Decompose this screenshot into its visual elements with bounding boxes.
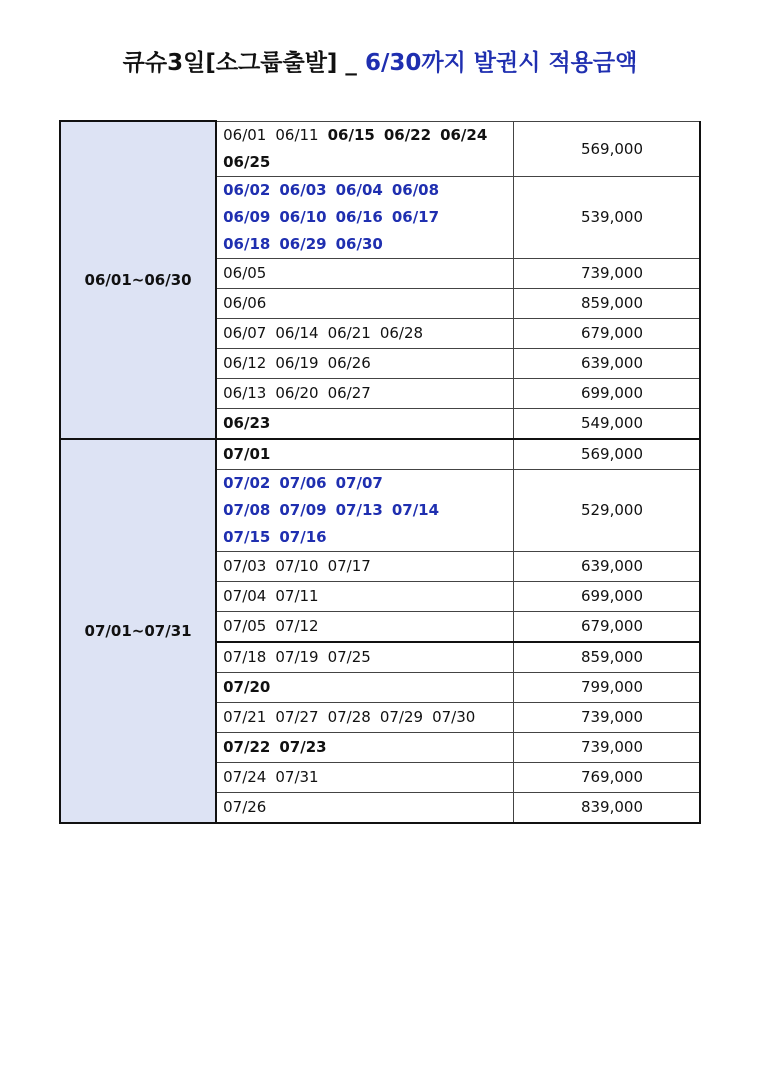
dates-cell [216,408,514,439]
departure-date: 07/30 [432,707,476,726]
departure-date: 07/12 [275,616,319,635]
dates-cell [216,378,514,408]
departure-date: 07/29 [379,707,424,726]
page-title [0,44,760,77]
date-line [223,149,507,176]
departure-date: 06/02 [223,180,271,199]
dates-cell [216,348,514,378]
departure-date: 06/10 [279,207,327,226]
date-line [223,122,507,149]
departure-date: 07/21 [223,707,267,726]
dates-cell [216,288,514,318]
date-line [223,441,507,468]
price-cell: 539,000 [514,176,700,258]
date-line [223,613,507,640]
departure-date: 06/11 [275,125,319,144]
price-cell: 699,000 [514,581,700,611]
departure-date: 07/28 [327,707,371,726]
price-cell: 679,000 [514,611,700,642]
departure-date: 06/24 [440,125,488,144]
departure-date: 07/27 [275,707,319,726]
price-cell: 679,000 [514,318,700,348]
departure-date: 07/01 [223,444,271,463]
departure-date: 07/07 [335,473,383,492]
departure-date: 06/08 [391,180,440,199]
departure-date: 07/18 [223,647,267,666]
dates-cell [216,318,514,348]
departure-date: 07/14 [391,500,440,519]
departure-date: 07/19 [275,647,319,666]
departure-date: 06/01 [223,125,267,144]
departure-date: 07/05 [223,616,267,635]
departure-date: 06/20 [275,383,319,402]
departure-date: 07/02 [223,473,271,492]
departure-date: 06/23 [223,413,271,432]
departure-date: 06/28 [379,323,424,342]
departure-date: 06/21 [327,323,371,342]
dates-cell [216,258,514,288]
departure-date: 07/10 [275,556,319,575]
price-cell: 799,000 [514,672,700,702]
price-cell: 859,000 [514,642,700,673]
dates-cell [216,792,514,823]
departure-date: 07/25 [327,647,371,666]
title-highlight: 6/30까지 발권시 적용금액 [364,50,638,76]
price-cell: 529,000 [514,469,700,551]
date-line [223,231,507,258]
departure-date: 06/26 [327,353,371,372]
date-line [223,583,507,610]
departure-date: 07/20 [223,677,271,696]
departure-date: 07/31 [275,767,319,786]
departure-date: 07/08 [223,500,271,519]
departure-date: 06/18 [223,234,271,253]
departure-date: 07/24 [223,767,267,786]
date-line [223,177,507,204]
date-line [223,290,507,317]
departure-date: 06/04 [335,180,383,199]
date-line [223,497,507,524]
dates-cell [216,121,514,176]
departure-date: 07/23 [279,737,327,756]
price-cell: 739,000 [514,732,700,762]
price-cell: 699,000 [514,378,700,408]
departure-date: 06/22 [383,125,432,144]
dates-cell [216,762,514,792]
departure-date: 06/13 [223,383,267,402]
date-line [223,410,507,437]
date-line [223,380,507,407]
departure-date: 06/29 [279,234,327,253]
departure-date: 07/16 [279,527,327,546]
date-line [223,350,507,377]
dates-cell [216,551,514,581]
departure-date: 06/06 [223,293,267,312]
price-cell: 739,000 [514,258,700,288]
departure-date: 06/16 [335,207,383,226]
dates-cell [216,176,514,258]
departure-date: 06/30 [335,234,383,253]
departure-date: 07/11 [275,586,319,605]
date-line [223,644,507,671]
dates-cell [216,611,514,642]
price-cell: 639,000 [514,551,700,581]
dates-cell [216,581,514,611]
dates-cell [216,732,514,762]
date-line [223,524,507,551]
date-line [223,674,507,701]
departure-date: 06/07 [223,323,267,342]
date-line [223,734,507,761]
date-line [223,260,507,287]
date-line [223,704,507,731]
dates-cell [216,672,514,702]
price-cell: 769,000 [514,762,700,792]
departure-date: 06/15 [327,125,375,144]
departure-date: 06/12 [223,353,267,372]
departure-date: 06/03 [279,180,327,199]
price-cell: 839,000 [514,792,700,823]
departure-date: 07/09 [279,500,327,519]
departure-date: 07/13 [335,500,383,519]
table-row [60,439,700,470]
date-line [223,794,507,821]
departure-date: 07/03 [223,556,267,575]
price-table [59,120,701,824]
date-line [223,204,507,231]
dates-cell [216,642,514,673]
price-cell: 549,000 [514,408,700,439]
departure-date: 07/15 [223,527,271,546]
period-cell: 07/01~07/31 [60,439,216,823]
price-cell: 569,000 [514,121,700,176]
departure-date: 06/25 [223,152,271,171]
departure-date: 07/04 [223,586,267,605]
price-cell: 859,000 [514,288,700,318]
date-line [223,764,507,791]
departure-date: 07/26 [223,797,267,816]
dates-cell [216,469,514,551]
title-main: 큐슈3일[소그룹출발] _ [122,50,365,76]
departure-date: 07/17 [327,556,371,575]
table-row [60,121,700,176]
departure-date: 06/14 [275,323,319,342]
date-line [223,320,507,347]
dates-cell [216,439,514,470]
departure-date: 06/09 [223,207,271,226]
date-line [223,470,507,497]
departure-date: 07/22 [223,737,271,756]
departure-date: 07/06 [279,473,327,492]
departure-date: 06/17 [391,207,440,226]
price-cell: 569,000 [514,439,700,470]
departure-date: 06/19 [275,353,319,372]
departure-date: 06/05 [223,263,267,282]
price-cell: 639,000 [514,348,700,378]
dates-cell [216,702,514,732]
period-cell: 06/01~06/30 [60,121,216,439]
price-cell: 739,000 [514,702,700,732]
date-line [223,553,507,580]
departure-date: 06/27 [327,383,371,402]
